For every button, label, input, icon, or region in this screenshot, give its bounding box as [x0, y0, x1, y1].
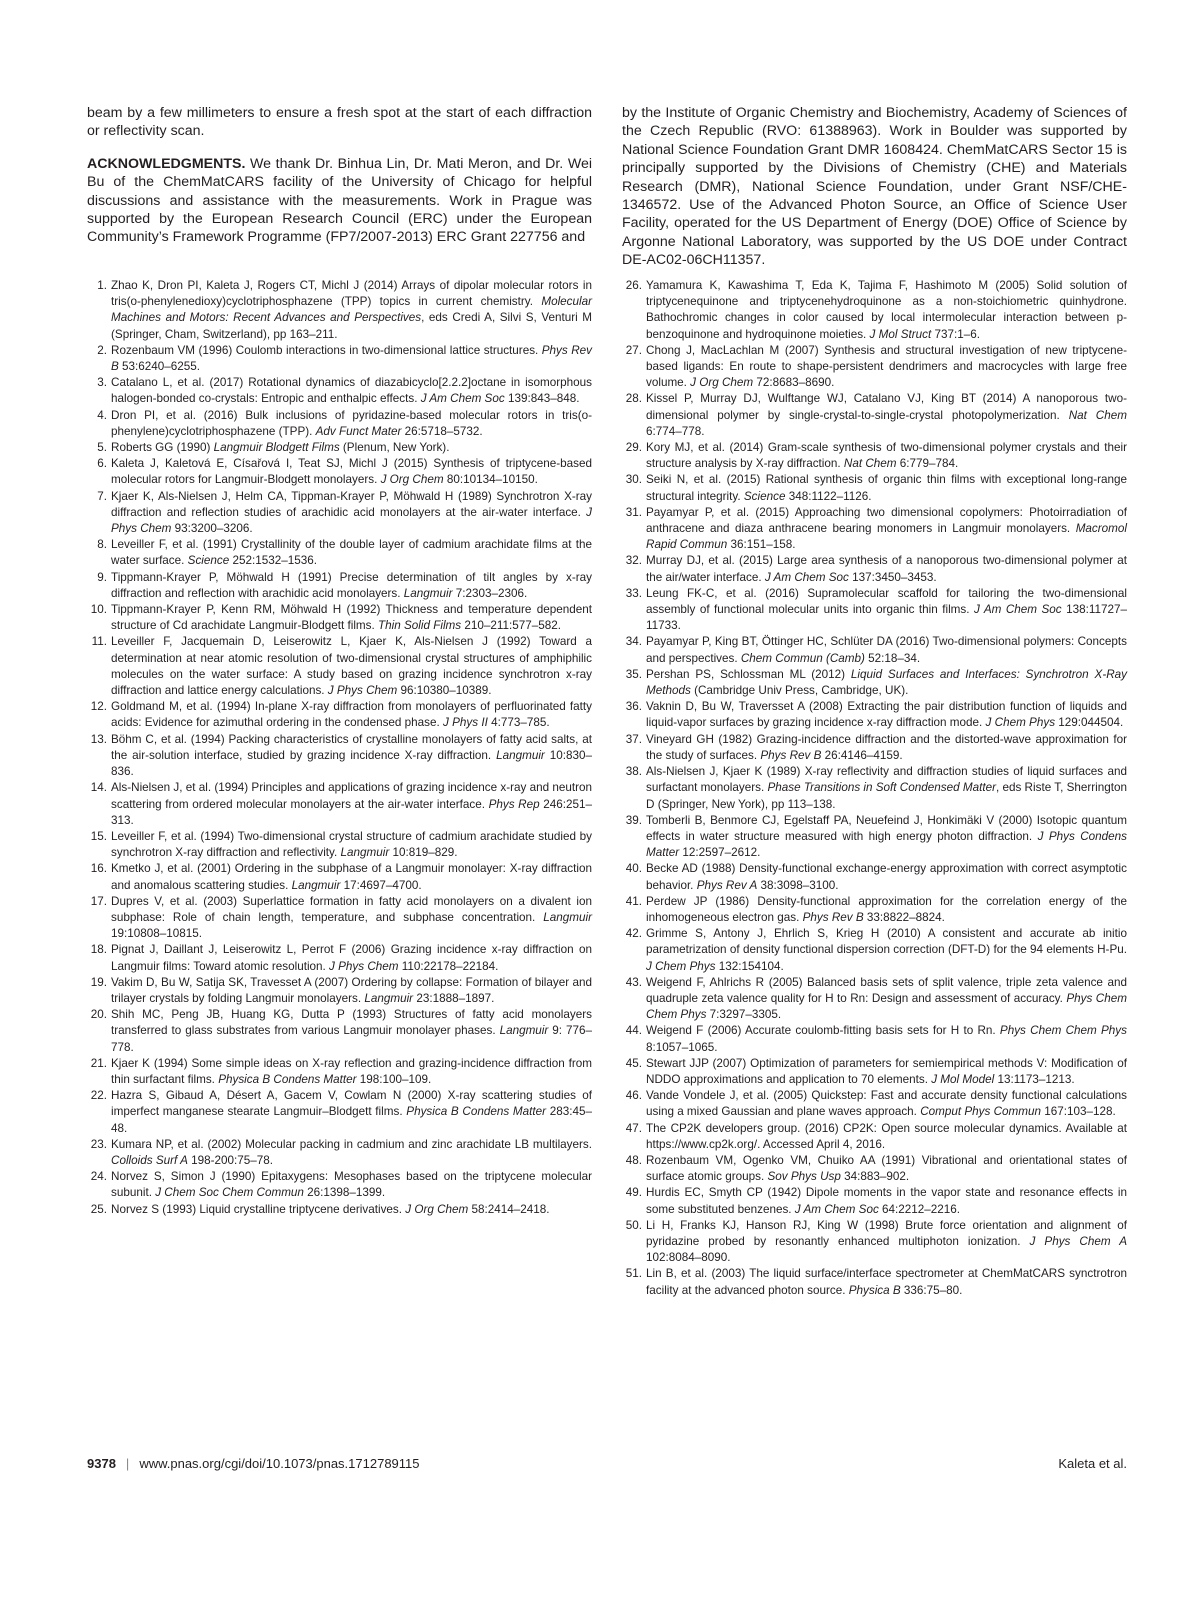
reference-journal: Comput Phys Commun [920, 1105, 1042, 1119]
reference-journal: Langmuir [291, 878, 341, 892]
reference-citation: 38:3098–3100. [757, 878, 839, 892]
reference-text: Roberts GG (1990) [111, 441, 214, 455]
reference-citation: 12:2597–2612. [679, 846, 761, 860]
reference-item [622, 586, 1127, 635]
reference-item [87, 1088, 592, 1137]
reference-number: 17. [90, 894, 107, 908]
reference-citation: 80:10134–10150. [443, 473, 538, 487]
reference-citation: 198:100–109. [356, 1072, 432, 1086]
reference-number: 44. [625, 1024, 642, 1038]
reference-journal: Nat Chem [843, 457, 897, 471]
reference-citation: 336:75–80. [900, 1283, 963, 1297]
reference-number: 25. [90, 1202, 107, 1216]
reference-text: The CP2K developers group. (2016) CP2K: Open source molecular dynamics. Available at https://www.cp2k.org/. Accessed April 4, 2016. [646, 1121, 1127, 1151]
reference-text: Rozenbaum VM, Ogenko VM, Chuiko AA (1991) Vibrational and orientational states of surface atomic groups. [646, 1153, 1127, 1184]
reference-item [87, 699, 592, 731]
reference-citation: 96:10380–10389. [397, 684, 492, 698]
reference-item [622, 1266, 1127, 1298]
reference-citation: 6:779–784. [896, 457, 959, 471]
reference-journal: J Phys Chem [111, 505, 592, 536]
reference-text: Dron PI, et al. (2016) Bulk inclusions of pyridazine-based molecular rotors in tris(o-phenylene)cyclotriphosphazene (TPP). [111, 408, 592, 438]
reference-journal: J Org Chem [405, 1202, 469, 1216]
reference-item [622, 861, 1127, 893]
reference-item [622, 699, 1127, 731]
reference-number: 27. [625, 343, 642, 357]
reference-item [87, 456, 592, 488]
reference-number: 48. [625, 1153, 642, 1167]
reference-journal: Colloids Surf A [111, 1153, 188, 1167]
reference-citation: 110:22178–22184. [398, 959, 499, 973]
reference-journal: Physica B [848, 1283, 901, 1297]
reference-journal: J Am Chem Soc [794, 1202, 879, 1216]
reference-item [622, 1121, 1127, 1153]
reference-journal: J Phys II [443, 716, 488, 730]
reference-text: Becke AD (1988) Density-functional exchange-energy approximation with correct asymptotic behavior. [646, 862, 1127, 892]
reference-text: Lin B, et al. (2003) The liquid surface/interface spectrometer at ChemMatCARS synctrotron facility at the advanced photon source. [646, 1267, 1127, 1297]
reference-number: 16. [90, 862, 107, 876]
reference-journal: Science [743, 489, 786, 503]
reference-citation: , eds Credi A, Silvi S, Venturi M (Springer, Cham, Switzerland), pp 163–211. [111, 311, 592, 341]
reference-journal: Phys Rev B [111, 343, 593, 374]
reference-citation: 246:251–313. [111, 797, 592, 827]
reference-number: 30. [625, 473, 642, 487]
reference-text: Vakim D, Bu W, Satija SK, Travesset A (2007) Ordering by collapse: Formation of bilayer and trilayer crystals by folding Langmuir monolayers. [111, 975, 592, 1005]
reference-journal: J Chem Soc Chem Commun [155, 1186, 304, 1200]
reference-item [622, 1153, 1127, 1185]
reference-item [87, 1202, 592, 1218]
reference-journal: Adv Funct Mater [315, 424, 402, 438]
reference-item [87, 942, 592, 974]
reference-number: 9. [97, 570, 107, 584]
reference-item [622, 894, 1127, 926]
reference-text: Pignat J, Daillant J, Leiserowitz L, Perrot F (2006) Grazing incidence x-ray diffraction on Langmuir films: Toward atomic resolution. [111, 943, 592, 973]
reference-citation: 9: 776–778. [111, 1024, 593, 1054]
reference-journal: Langmuir [364, 991, 414, 1005]
reference-citation: 138:11727–11733. [646, 603, 1127, 633]
reference-text: Kory MJ, et al. (2014) Gram-scale synthesis of two-dimensional polymer crystals and their structure analysis by X-ray diffraction. [646, 441, 1127, 471]
reference-text: Murray DJ, et al. (2015) Large area synthesis of a nanoporous two-dimensional polymer at the air/water interface. [646, 554, 1127, 584]
reference-number: 4. [97, 408, 107, 422]
reference-number: 19. [90, 975, 107, 989]
reference-number: 31. [625, 505, 642, 519]
left-column-text [87, 104, 592, 247]
reference-text: Seiki N, et al. (2015) Rational synthesis of organic thin films with exceptional long-range structural integrity. [646, 473, 1127, 503]
reference-citation: 10:830–836. [111, 748, 592, 779]
reference-journal: J Am Chem Soc [420, 392, 505, 406]
reference-text: Leung FK-C, et al. (2016) Supramolecular scaffold for tailoring the two-dimensional assembly of functional molecular units into organic thin films. [646, 586, 1127, 617]
reference-number: 34. [625, 635, 642, 649]
reference-item [87, 732, 592, 781]
reference-citation: 198-200:75–78. [187, 1153, 274, 1167]
reference-item [87, 829, 592, 861]
reference-text: Zhao K, Dron PI, Kaleta J, Rogers CT, Michl J (2014) Arrays of dipolar molecular rotors in tris(o-phenylenedioxy)cyclotriphosphazene (TPP) topics in current chemistry. [111, 279, 592, 309]
reference-journal: J Phys Chem A [1029, 1234, 1128, 1248]
reference-item [87, 343, 592, 375]
reference-journal: Nat Chem [1068, 408, 1127, 422]
reference-journal: Physica B Condens Matter [406, 1105, 547, 1119]
reference-citation: 34:883–902. [840, 1170, 910, 1184]
reference-text: Leveiller F, et al. (1994) Two-dimensional crystal structure of cadmium arachidate studied by synchrotron X-ray diffraction and reflectivity. [111, 829, 592, 860]
reference-text: Kissel P, Murray DJ, Wulftange WJ, Catalano VJ, King BT (2014) A nanoporous two-dimensional polymer by single-crystal-to-single-crystal photopolymerization. [646, 392, 1127, 422]
reference-text: Als-Nielsen J, et al. (1994) Principles and applications of grazing incidence x-ray and neutron scattering from ordered molecular monolayers at the air-water interface. [111, 781, 592, 811]
page-number: 9378 [87, 1456, 116, 1471]
reference-number: 8. [97, 538, 107, 552]
acknowledgments-heading: ACKNOWLEDGMENTS. [87, 155, 246, 172]
reference-journal: J Am Chem Soc [764, 570, 849, 584]
reference-journal: Physica B Condens Matter [218, 1072, 357, 1086]
reference-number: 49. [625, 1186, 642, 1200]
reference-citation: 7:3297–3305. [706, 1008, 782, 1022]
reference-citation: 58:2414–2418. [468, 1202, 550, 1216]
reference-journal: J Phys Chem [327, 684, 398, 698]
reference-citation: 139:843–848. [504, 392, 580, 406]
reference-citation: 283:45–48. [111, 1105, 592, 1135]
reference-journal: Phys Rep [488, 797, 540, 811]
reference-text: Böhm C, et al. (1994) Packing characteristics of crystalline monolayers of fatty acid salts, at the air-solution interface, studied by grazing incidence X-ray diffraction. [111, 732, 592, 762]
reference-citation: 26:5718–5732. [401, 424, 483, 438]
reference-number: 6. [97, 457, 107, 471]
references-list-right [622, 278, 1127, 1299]
reference-journal: Langmuir [543, 910, 592, 924]
running-authors: Kaleta et al. [1058, 1456, 1127, 1471]
reference-text: Norvez S, Simon J (1990) Epitaxygens: Mesophases based on the triptycene molecular subunit. [111, 1170, 592, 1200]
reference-number: 45. [625, 1056, 642, 1070]
reference-item [87, 894, 592, 943]
reference-number: 3. [97, 376, 107, 390]
reference-citation: 93:3200–3206. [171, 522, 253, 536]
page-footer [87, 1456, 1127, 1472]
acknowledgments-text: We thank Dr. Binhua Lin, Dr. Mati Meron, and Dr. Wei Bu of the ChemMatCARS facility of the University of Chicago for helpful discussions and assistance with the measurements. Work in Prague was supported by the European Research Council (ERC) under the European Community’s Framework Programme (FP7/2007-2013) ERC Grant 227756 and [87, 155, 592, 246]
reference-journal: J Org Chem [380, 473, 444, 487]
reference-item [622, 667, 1127, 699]
reference-text: Hazra S, Gibaud A, Désert A, Gacem V, Cowlam N (2000) X-ray scattering studies of imperfect manganese stearate Langmuir–Blodgett films. [111, 1089, 592, 1119]
reference-text: Tippmann-Krayer P, Möhwald H (1991) Precise determination of tilt angles by x-ray diffraction and reflection with arachidic acid monolayers. [111, 570, 592, 600]
reference-journal: J Mol Struct [869, 327, 932, 341]
reference-item [87, 780, 592, 829]
reference-text: Leveiller F, Jacquemain D, Leiserowitz L, Kjaer K, Als-Nielsen J (1992) Toward a determination at near atomic resolution of two-dimensional crystal structures of amphiphilic molecules on the water surface: A study based on grazing incidence synchrotron x-ray diffraction and lattice energy calculations. [111, 635, 592, 698]
reference-journal: Langmuir [403, 586, 453, 600]
reference-item [87, 1137, 592, 1169]
reference-citation: 64:2212–2216. [878, 1202, 961, 1216]
reference-journal: Langmuir [340, 846, 390, 860]
reference-item [622, 634, 1127, 666]
reference-item [622, 472, 1127, 504]
reference-journal: Langmuir Blodgett Films [213, 441, 340, 455]
reference-journal: Macromol Rapid Commun [646, 522, 1127, 552]
reference-number: 29. [625, 441, 642, 455]
reference-number: 15. [90, 829, 107, 843]
reference-item [622, 1088, 1127, 1120]
reference-item [87, 440, 592, 456]
reference-text: Weigend F, Ahlrichs R (2005) Balanced basis sets of split valence, triple zeta valence and quadruple zeta valence quality for H to Rn: Design and assessment of accuracy. [646, 975, 1127, 1005]
reference-number: 2. [97, 343, 107, 357]
reference-number: 1. [97, 279, 107, 292]
reference-text: Weigend F (2006) Accurate coulomb-fitting basis sets for H to Rn. [646, 1024, 1000, 1038]
acknowledgments-paragraph [87, 155, 592, 247]
reference-journal: J Mol Model [931, 1072, 995, 1086]
reference-citation: (Cambridge Univ Press, Cambridge, UK). [690, 684, 909, 698]
reference-journal: Langmuir [499, 1024, 549, 1038]
reference-journal: Phys Rev B [760, 748, 822, 762]
reference-item [87, 375, 592, 407]
reference-journal: Sov Phys Usp [767, 1170, 841, 1184]
reference-text: Vineyard GH (1982) Grazing-incidence diffraction and the distorted-wave approximation for the study of surfaces. [646, 732, 1127, 762]
reference-item [622, 553, 1127, 585]
reference-number: 11. [91, 635, 107, 649]
reference-number: 26. [625, 279, 642, 292]
reference-number: 13. [90, 732, 107, 746]
reference-journal: Langmuir [496, 748, 545, 762]
reference-citation: , eds Riste T, Sherrington D (Springer, New York), pp 113–138. [646, 781, 1127, 811]
reference-citation: 4:773–785. [487, 716, 550, 730]
reference-item [622, 505, 1127, 554]
reference-text: Kumara NP, et al. (2002) Molecular packing in cadmium and zinc arachidate LB multilayers. [111, 1137, 592, 1151]
reference-item [87, 278, 592, 343]
reference-item [622, 732, 1127, 764]
reference-journal: Phys Rev A [696, 878, 758, 892]
reference-number: 21. [90, 1056, 107, 1070]
reference-text: Shih MC, Peng JB, Huang KG, Dutta P (1993) Structures of fatty acid monolayers transferred to glass substrates from various Langmuir monolayer phases. [111, 1008, 592, 1038]
reference-text: Kjaer K (1994) Some simple ideas on X-ray reflection and grazing-incidence diffraction from thin surfactant films. [111, 1056, 592, 1086]
reference-number: 18. [90, 943, 107, 957]
reference-citation: 17:4697–4700. [340, 878, 422, 892]
reference-item [622, 1023, 1127, 1055]
reference-citation: 33:8822–8824. [863, 910, 945, 924]
reference-item [87, 1169, 592, 1201]
reference-number: 5. [97, 441, 107, 455]
reference-item [87, 634, 592, 699]
funding-paragraph: by the Institute of Organic Chemistry and Biochemistry, Academy of Sciences of the Czech Republic (RVO: 61388963). Work in Boulder was supported by National Science Foundation Grant DMR 1608424. ChemMatCARS Sector 15 is principally supported by the Divisions of Chemistry (CHE) and Materials Research (DMR), National Science Foundation, under Grant NSF/CHE-1346572. Use of the Advanced Photon Source, an Office of Science User Facility, operated for the US Department of Energy (DOE) Office of Science by Argonne National Laboratory, was supported by the US DOE under Contract DE-AC02-06CH11357. [622, 105, 1127, 269]
reference-citation: 10:819–829. [389, 846, 458, 860]
reference-text: Grimme S, Antony J, Ehrlich S, Krieg H (2010) A consistent and accurate ab initio parametrization of density functional dispersion correction (DFT-D) for the 94 elements H-Pu. [646, 927, 1127, 957]
reference-citation: 13:1173–1213. [994, 1072, 1075, 1086]
reference-journal: Liquid Surfaces and Interfaces: Synchrotron X-Ray Methods [646, 667, 1127, 698]
reference-number: 47. [625, 1121, 642, 1135]
reference-text: Leveiller F, et al. (1991) Crystallinity of the double layer of cadmium arachidate films at the water surface. [111, 538, 592, 568]
reference-number: 7. [97, 489, 107, 503]
reference-citation: (Plenum, New York). [339, 441, 450, 455]
reference-citation: 348:1122–1126. [785, 489, 872, 503]
reference-citation: 7:2303–2306. [452, 586, 528, 600]
reference-journal: Thin Solid Films [378, 619, 462, 633]
reference-number: 36. [625, 700, 642, 714]
reference-citation: 53:6240–6255. [118, 360, 201, 374]
reference-text: Kmetko J, et al. (2001) Ordering in the subphase of a Langmuir monolayer: X-ray diffraction and anomalous scattering studies. [111, 862, 592, 892]
reference-citation: 52:18–34. [864, 651, 921, 665]
reference-citation: 36:151–158. [727, 538, 796, 552]
reference-journal: J Chem Phys [985, 716, 1056, 730]
reference-number: 12. [90, 700, 107, 714]
reference-text: Kjaer K, Als-Nielsen J, Helm CA, Tippman-Krayer P, Möhwald H (1989) Synchrotron X-ray diffraction and reflection studies of arachidic acid monolayers at the air-water interface. [111, 489, 592, 519]
reference-journal: Molecular Machines and Motors: Recent Advances and Perspectives [111, 295, 592, 325]
reference-citation: 737:1–6. [931, 327, 980, 341]
reference-item [622, 1056, 1127, 1088]
body-paragraph: beam by a few millimeters to ensure a fresh spot at the start of each diffraction or reflectivity scan. [87, 105, 592, 140]
reference-item [87, 602, 592, 634]
reference-number: 22. [90, 1089, 107, 1103]
reference-number: 23. [90, 1137, 107, 1151]
references-list-left [87, 278, 592, 1218]
reference-journal: Science [187, 554, 230, 568]
reference-item [87, 489, 592, 538]
reference-journal: J Phys Chem [329, 959, 399, 973]
reference-citation: 102:8084–8090. [646, 1251, 731, 1265]
reference-citation: 23:1888–1897. [413, 991, 495, 1005]
reference-text: Vaknin D, Bu W, Traversset A (2008) Extracting the pair distribution function of liquids and liquid-vapor surfaces by grazing incidence x-ray diffraction mode. [646, 700, 1127, 730]
reference-text: Chong J, MacLachlan M (2007) Synthesis and structural investigation of new triptycene-based ligands: En route to shape-persistent dendrimers and macrocycles with large free volume. [646, 343, 1127, 390]
reference-text: Stewart JJP (2007) Optimization of parameters for semiempirical methods V: Modification of NDDO approximations and application to 70 elements. [646, 1056, 1127, 1086]
reference-citation: 26:4146–4159. [821, 748, 903, 762]
reference-number: 24. [90, 1170, 107, 1184]
reference-text: Li H, Franks KJ, Hanson RJ, King W (1998) Brute force orientation and alignment of pyridazine probed by resonantly enhanced multiphoton ionization. [646, 1218, 1127, 1248]
reference-number: 37. [625, 732, 642, 746]
reference-number: 51. [625, 1267, 642, 1281]
reference-item [87, 975, 592, 1007]
reference-number: 39. [625, 813, 642, 827]
reference-item [87, 570, 592, 602]
reference-text: Perdew JP (1986) Density-functional approximation for the correlation energy of the inhomogeneous electron gas. [646, 894, 1127, 924]
reference-number: 42. [625, 927, 642, 941]
reference-item [87, 1056, 592, 1088]
right-column-text [622, 104, 1127, 270]
reference-number: 43. [625, 975, 642, 989]
reference-journal: Phase Transitions in Soft Condensed Matter [767, 781, 996, 795]
reference-citation: 167:103–128. [1041, 1105, 1116, 1119]
reference-item [622, 1185, 1127, 1217]
reference-citation: 8:1057–1065. [646, 1040, 718, 1054]
reference-item [87, 861, 592, 893]
reference-item [87, 408, 592, 440]
reference-text: Dupres V, et al. (2003) Superlattice formation in fatty acid monolayers on a divalent ion subphase: Role of chain length, temperature, and subphase concentration. [111, 894, 592, 924]
reference-journal: Phys Chem Chem Phys [999, 1024, 1127, 1038]
reference-journal: Phys Rev B [802, 910, 864, 924]
reference-number: 38. [625, 765, 642, 779]
reference-citation: 252:1532–1536. [229, 554, 317, 568]
reference-citation: 72:8683–8690. [753, 376, 835, 390]
reference-item [622, 975, 1127, 1024]
reference-number: 14. [90, 781, 107, 795]
reference-journal: J Am Chem Soc [973, 603, 1062, 617]
reference-text: Catalano L, et al. (2017) Rotational dynamics of diazabicyclo[2.2.2]octane in isomorphous halogen-bonded co-crystals: Entropic and enthalpic effects. [111, 376, 592, 406]
reference-number: 46. [625, 1089, 642, 1103]
reference-citation: 132:154104. [715, 959, 784, 973]
reference-number: 41. [625, 894, 642, 908]
reference-item [622, 343, 1127, 392]
reference-text: Rozenbaum VM (1996) Coulomb interactions in two-dimensional lattice structures. [111, 343, 542, 357]
reference-citation: 137:3450–3453. [848, 570, 937, 584]
reference-text: Kaleta J, Kaletová E, Císařová I, Teat SJ, Michl J (2015) Synthesis of triptycene-based molecular rotors for Langmuir-Blodgett monolayers. [111, 457, 592, 487]
reference-text: Norvez S (1993) Liquid crystalline triptycene derivatives. [111, 1202, 406, 1216]
doi-link[interactable]: www.pnas.org/cgi/doi/10.1073/pnas.1712789115 [139, 1456, 420, 1471]
reference-citation: 210–211:577–582. [461, 619, 562, 633]
reference-item [622, 391, 1127, 440]
reference-text: Yamamura K, Kawashima T, Eda K, Tajima F, Hashimoto M (2005) Solid solution of triptycenequinone and triptycenehydroquinone as a non-stoichiometric quinhydrone. Bathochromic changes in color caused by local intermolecular interaction between p-benzoquinone and hydroquinone moieties. [646, 279, 1127, 341]
reference-number: 50. [625, 1218, 642, 1232]
reference-item [622, 764, 1127, 813]
reference-number: 28. [625, 392, 642, 406]
reference-number: 32. [625, 554, 642, 568]
reference-number: 35. [625, 667, 642, 681]
reference-citation: 26:1398–1399. [303, 1186, 386, 1200]
reference-text: Tomberli B, Benmore CJ, Egelstaff PA, Neuefeind J, Honkimäki V (2000) Isotopic quantum effects in water structure measured with high energy photon diffraction. [646, 813, 1127, 843]
reference-item [622, 1218, 1127, 1267]
reference-text: Als-Nielsen J, Kjaer K (1989) X-ray reflectivity and diffraction studies of liquid surfaces and surfactant monolayers. [646, 765, 1127, 795]
reference-number: 40. [625, 862, 642, 876]
reference-citation: 6:774–778. [646, 424, 705, 438]
reference-item [87, 1007, 592, 1056]
reference-item [622, 926, 1127, 975]
reference-text: Goldmand M, et al. (1994) In-plane X-ray diffraction from monolayers of perfluorinated fatty acids: Evidence for azimuthal ordering in the condensed phase. [111, 700, 592, 730]
reference-citation: 129:044504. [1055, 716, 1124, 730]
reference-journal: J Phys Condens Matter [646, 829, 1128, 860]
reference-number: 33. [625, 586, 642, 600]
reference-journal: Phys Chem Chem Phys [646, 991, 1127, 1022]
reference-item [622, 278, 1127, 343]
reference-text: Vande Vondele J, et al. (2005) Quickstep: Fast and accurate density functional calculations using a mixed Gaussian and plane waves approach. [646, 1089, 1127, 1119]
reference-item [622, 813, 1127, 862]
reference-text: Hurdis EC, Smyth CP (1942) Dipole moments in the vapor state and resonance effects in some substituted benzenes. [646, 1186, 1127, 1216]
reference-item [622, 440, 1127, 472]
reference-journal: J Org Chem [690, 376, 754, 390]
reference-number: 20. [90, 1008, 107, 1022]
reference-text: Payamyar P, King BT, Öttinger HC, Schlüter DA (2016) Two-dimensional polymers: Concepts and perspectives. [646, 635, 1127, 665]
reference-text: Tippmann-Krayer P, Kenn RM, Möhwald H (1992) Thickness and temperature dependent structure of Cd arachidate Langmuir-Blodgett films. [111, 603, 592, 633]
reference-journal: Chem Commun (Camb) [740, 651, 865, 665]
reference-item [87, 537, 592, 569]
reference-number: 10. [90, 603, 107, 617]
footer-separator: | [125, 1456, 130, 1471]
reference-citation: 19:10808–10815. [111, 927, 202, 941]
reference-journal: J Chem Phys [646, 959, 716, 973]
reference-text: Pershan PS, Schlossman ML (2012) [646, 667, 851, 681]
reference-text: Payamyar P, et al. (2015) Approaching two dimensional copolymers: Photoirradiation of anthracene and diaza anthracene bearing monomers in Langmuir monolayers. [646, 505, 1127, 536]
